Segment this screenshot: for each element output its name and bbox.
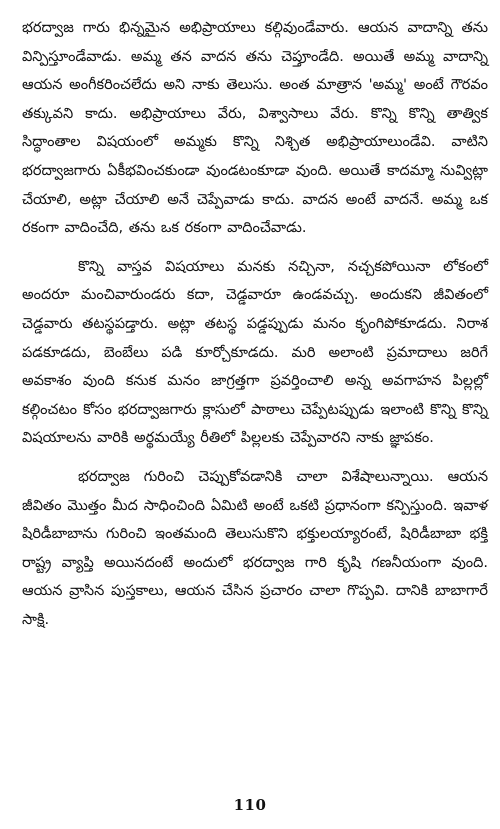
page-number: 110 [233,796,267,814]
page-body [22,14,488,634]
paragraph-1: భరద్వాజ గారు భిన్నమైన అభిప్రాయాలు కల్గివుండేవారు. ఆయన వాదాన్ని తను విన్పిస్తూండేవాడు. అమ్మ తన వాదన తను చెప్తూండేది. అయితే అమ్మ వాదాన్ని ఆయన అంగీకరించలేదు అని నాకు తెలుసు. అంత మాత్రాన 'అమ్మ' అంటే గౌరవం తక్కువని కాదు. అభిప్రాయాలు వేరు, విశ్వాసాలు వేరు. కొన్ని కొన్ని తాత్విక సిద్ధాంతాల విషయంలో అమ్మకు కొన్ని నిశ్చిత అభిప్రాయాలుండేవి. వాటిని భరద్వాజగారు ఏకీభవించకుండా వుండటంకూడా వుంది. అయితే కాదమ్మా నువ్విట్లా చేయాలి, అట్లా చేయాలి అనే చెప్పేవాడు కాదు. వాదన అంటే వాదనే. అమ్మ ఒక రకంగా వాదించేది, తను ఒక రకంగా వాదించేవాడు. [22,20,488,237]
paragraph-2: కొన్ని వాస్తవ విషయాలు మనకు నచ్చినా, నచ్చకపోయినా లోకంలో అందరూ మంచివారుండరు కదా, చెడ్డవారూ ఉండవచ్చు. అందుకని జీవితంలో చెడ్డవారు తటస్థపడ్తారు. అట్లా తటస్థ పడ్డప్పుడు మనం కృంగిపోకూడదు. నిరాశ పడకూడదు, బెంబేలు పడి కూర్చోకూడదు. మరి అలాంటి ప్రమాదాలు జరిగే అవకాశం వుంది కనుక మనం జాగ్రత్తగా ప్రవర్తించాలి అన్న అవగాహన పిల్లల్లో కల్గించటం కోసం భరద్వాజగారు క్లాసులో పాఠాలు చెప్పేటప్పుడు ఇలాంటి కొన్ని కొన్ని విషయాలను వారికి అర్థమయ్యే రీతిలో పిల్లలకు చెప్పేవారని నాకు జ్ఞాపకం. [22,258,488,447]
paragraph-3: భరద్వాజ గురించి చెప్పుకోవడానికి చాలా విశేషాలున్నాయి. ఆయన జీవితం మొత్తం మీద సాధించింది ఏమిటి అంటే ఒకటి ప్రధానంగా కన్పిస్తుంది. ఇవాళ షిరిడీబాబాను గురించి ఇంతమంది తెలుసుకొని భక్తులయ్యారంటే, షిరిడీబాబా భక్తి రాష్ట్ర వ్యాప్తి అయినదంటే అందులో భరద్వాజ గారి కృషి గణనీయంగా వుంది. ఆయన వ్రాసిన పుస్తకాలు, ఆయన చేసిన ప్రచారం చాలా గొప్పవి. దానికి బాబాగారే సాక్షి. [22,468,488,628]
